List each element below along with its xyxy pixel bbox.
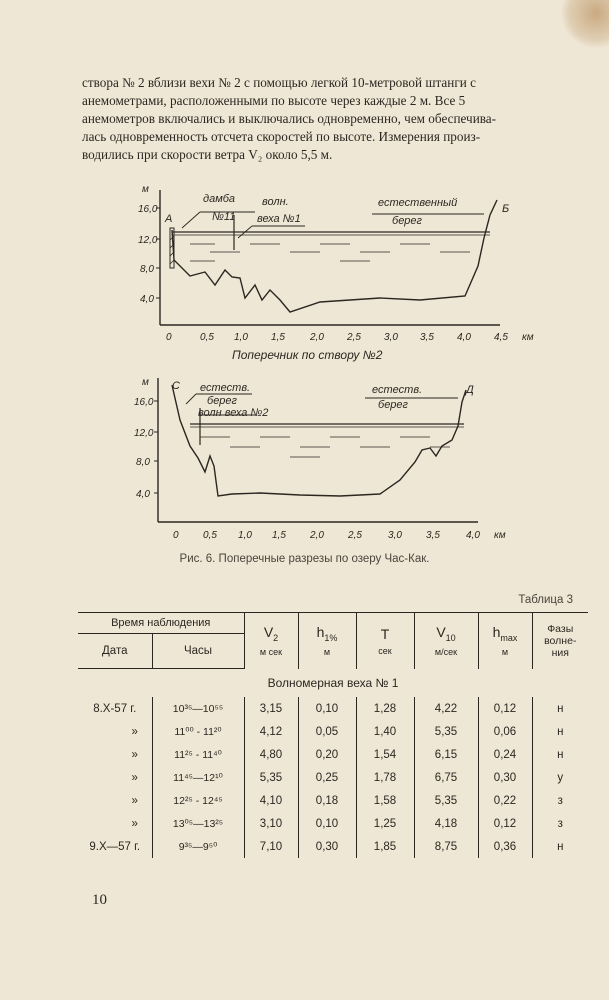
header-h1-symbol: h xyxy=(316,624,325,641)
cell-date: » xyxy=(131,817,138,830)
cell-v2: 3,10 xyxy=(244,812,298,835)
y-tick-label: 12,0 xyxy=(138,235,158,246)
x-tick-label: 2,0 xyxy=(310,530,324,541)
cell-v10: 6,75 xyxy=(414,766,478,789)
cell-v10: 4,18 xyxy=(414,812,478,835)
x-tick-label: 3,5 xyxy=(426,530,440,541)
x-tick-label: 0,5 xyxy=(200,332,214,343)
cell-phase: н xyxy=(532,743,588,766)
cell-hours: 12²⁵ - 12⁴⁵ xyxy=(152,789,244,812)
cell-phase: з xyxy=(532,812,588,835)
paragraph-line: водились при скорости ветра V₂ около 5,5 м. xyxy=(82,147,333,162)
top-cross-section xyxy=(138,184,534,362)
figure-caption: Рис. 6. Поперечные разрезы по озеру Час-Как. xyxy=(179,553,430,565)
x-tick-label: 3,0 xyxy=(388,530,402,541)
cell-hmax: 0,12 xyxy=(478,697,532,720)
cell-v2: 3,15 xyxy=(244,697,298,720)
cell-hours: 11²⁵ - 11⁴⁰ xyxy=(152,743,244,766)
header-phases-line: ния xyxy=(551,646,569,659)
y-tick-label: 16,0 xyxy=(134,397,154,408)
y-unit-label: м xyxy=(142,184,149,195)
y-tick-label: 4,0 xyxy=(140,294,154,305)
header-row xyxy=(78,613,588,634)
cell-date: » xyxy=(131,771,138,784)
x-unit-label: км xyxy=(494,530,506,541)
cell-t: 1,78 xyxy=(356,766,414,789)
cell-h1: 0,18 xyxy=(298,789,356,812)
header-hours: Часы xyxy=(152,634,244,669)
cell-h1: 0,20 xyxy=(298,743,356,766)
header-v10-unit: м/сек xyxy=(434,647,458,658)
cell-h1: 0,05 xyxy=(298,720,356,743)
cell-date: » xyxy=(131,794,138,807)
x-tick-label: 0 xyxy=(173,530,179,541)
y-tick-label: 4,0 xyxy=(136,489,150,500)
x-tick-label: 0 xyxy=(166,332,172,343)
table-row xyxy=(78,720,588,743)
header-phases-line: волне- xyxy=(544,634,577,647)
water-hatching xyxy=(190,244,470,261)
table-row xyxy=(78,697,588,720)
cell-hmax: 0,06 xyxy=(478,720,532,743)
table-row xyxy=(78,812,588,835)
wave-gauge-label: волн. xyxy=(262,196,289,208)
page-number: 10 xyxy=(92,892,107,908)
shore-label: естественный xyxy=(378,197,458,209)
paragraph-line: лась одновременность отсчета скоростей по высоте. Измерения произ- xyxy=(82,129,481,144)
cell-hours: 11⁴⁵—12¹⁰ xyxy=(152,766,244,789)
y-tick-label: 8,0 xyxy=(140,264,154,275)
cell-phase: н xyxy=(532,720,588,743)
header-date: Дата xyxy=(78,634,152,669)
header-v10-symbol: V xyxy=(436,624,446,641)
cell-t: 1,85 xyxy=(356,835,414,858)
cell-date: 9.X—57 г. xyxy=(89,840,141,853)
x-tick-label: 1,0 xyxy=(234,332,248,343)
table-row xyxy=(78,835,588,858)
observation-table xyxy=(78,612,588,858)
cell-v2: 4,80 xyxy=(244,743,298,766)
wave-gauge-label: веха №1 xyxy=(257,213,301,225)
cell-hmax: 0,30 xyxy=(478,766,532,789)
cell-phase: н xyxy=(532,697,588,720)
point-label: Д xyxy=(466,384,474,396)
header-t-symbol: T xyxy=(380,625,390,642)
cell-v10: 4,22 xyxy=(414,697,478,720)
x-tick-label: 3,5 xyxy=(420,332,434,343)
section-title: Волномерная веха № 1 xyxy=(267,676,399,690)
y-tick-label: 8,0 xyxy=(136,457,150,468)
cell-hmax: 0,22 xyxy=(478,789,532,812)
table-row xyxy=(78,789,588,812)
header-t-unit: сек xyxy=(378,645,392,656)
header-phases xyxy=(532,613,588,669)
shore-label: естеств. xyxy=(372,384,423,396)
table-label: Таблица 3 xyxy=(518,594,573,606)
x-tick-label: 1,0 xyxy=(238,530,252,541)
cell-v10: 5,35 xyxy=(414,720,478,743)
cell-phase: з xyxy=(532,789,588,812)
cell-phase: у xyxy=(532,766,588,789)
x-tick-label: 0,5 xyxy=(203,530,217,541)
header-h1-unit: м xyxy=(323,647,331,658)
point-label: Б xyxy=(502,203,510,215)
point-label: А xyxy=(165,213,173,225)
cell-v2: 7,10 xyxy=(244,835,298,858)
cell-t: 1,58 xyxy=(356,789,414,812)
dam-label: №11 xyxy=(212,211,236,223)
cell-v2: 4,10 xyxy=(244,789,298,812)
header-h1-sub: 1% xyxy=(324,633,338,644)
cell-hmax: 0,36 xyxy=(478,835,532,858)
paragraph-line: анемометрами, расположенными по высоте через каждые 2 м. Все 5 xyxy=(82,93,466,108)
header-hmax-symbol: h xyxy=(492,624,501,641)
y-tick-label: 16,0 xyxy=(138,204,158,215)
cell-hours: 11⁰⁰ - 11²⁰ xyxy=(152,720,244,743)
cell-phase: н xyxy=(532,835,588,858)
bottom-cross-section xyxy=(134,377,506,541)
shore-label: естеств. xyxy=(200,382,251,394)
cell-hmax: 0,24 xyxy=(478,743,532,766)
header-v2-sub: 2 xyxy=(273,633,279,644)
cell-t: 1,54 xyxy=(356,743,414,766)
x-tick-label: 4,0 xyxy=(457,332,471,343)
cell-hmax: 0,12 xyxy=(478,812,532,835)
header-hmax-unit: м xyxy=(501,647,509,658)
cell-hours: 9³⁵—9⁵⁰ xyxy=(152,835,244,858)
x-tick-label: 4,0 xyxy=(466,530,480,541)
cell-v10: 6,15 xyxy=(414,743,478,766)
cell-hours: 10³⁵—10⁵⁵ xyxy=(152,697,244,720)
header-hmax-sub: max xyxy=(500,633,518,644)
header-v2-unit: м сек xyxy=(259,647,283,658)
table-row xyxy=(78,766,588,789)
cell-v10: 5,35 xyxy=(414,789,478,812)
table-row xyxy=(78,743,588,766)
section-row xyxy=(78,669,588,698)
cell-date: 8.X-57 г. xyxy=(93,702,137,715)
header-v2-symbol: V xyxy=(263,624,274,641)
cell-date: » xyxy=(131,748,138,761)
shore-label: берег xyxy=(392,215,422,227)
x-tick-label: 1,5 xyxy=(272,530,286,541)
x-tick-label: 3,0 xyxy=(384,332,398,343)
x-tick-label: 2,5 xyxy=(347,332,361,343)
x-tick-label: 2,5 xyxy=(348,530,362,541)
header-time-group: Время наблюдения xyxy=(78,613,244,634)
header-v10 xyxy=(414,613,478,669)
header-v2 xyxy=(244,613,298,669)
shore-label: берег xyxy=(378,399,408,411)
header-t xyxy=(356,613,414,669)
header-hmax xyxy=(478,613,532,669)
header-phases-line: Фазы xyxy=(547,622,574,635)
cell-v2: 4,12 xyxy=(244,720,298,743)
dam-label: дамба xyxy=(203,193,236,205)
cell-t: 1,28 xyxy=(356,697,414,720)
wave-gauge-label: волн веха №2 xyxy=(198,407,269,419)
x-tick-label: 4,5 xyxy=(494,332,508,343)
water-hatching xyxy=(200,437,450,457)
cell-h1: 0,30 xyxy=(298,835,356,858)
cell-v10: 8,75 xyxy=(414,835,478,858)
cell-h1: 0,10 xyxy=(298,697,356,720)
cell-date: » xyxy=(131,725,138,738)
y-tick-label: 12,0 xyxy=(134,428,154,439)
header-v10-sub: 10 xyxy=(445,633,456,644)
paragraph-line: створа № 2 вблизи вехи № 2 с помощью легкой 10-метровой штанги с xyxy=(82,75,476,90)
cell-t: 1,25 xyxy=(356,812,414,835)
cell-v2: 5,35 xyxy=(244,766,298,789)
cell-t: 1,40 xyxy=(356,720,414,743)
x-tick-label: 2,0 xyxy=(310,332,324,343)
shore-label: берег xyxy=(207,395,237,407)
cell-h1: 0,25 xyxy=(298,766,356,789)
header-h1 xyxy=(298,613,356,669)
section-subtitle: Поперечник по створу №2 xyxy=(232,348,383,362)
x-tick-label: 1,5 xyxy=(271,332,285,343)
cell-hours: 13⁰⁵—13²⁵ xyxy=(152,812,244,835)
paragraph-line: анемометров включались и выключались одновременно, чем обеспечива- xyxy=(82,111,497,126)
x-unit-label: км xyxy=(522,332,534,343)
y-unit-label: м xyxy=(142,377,149,388)
point-label: С xyxy=(172,380,180,392)
cell-h1: 0,10 xyxy=(298,812,356,835)
